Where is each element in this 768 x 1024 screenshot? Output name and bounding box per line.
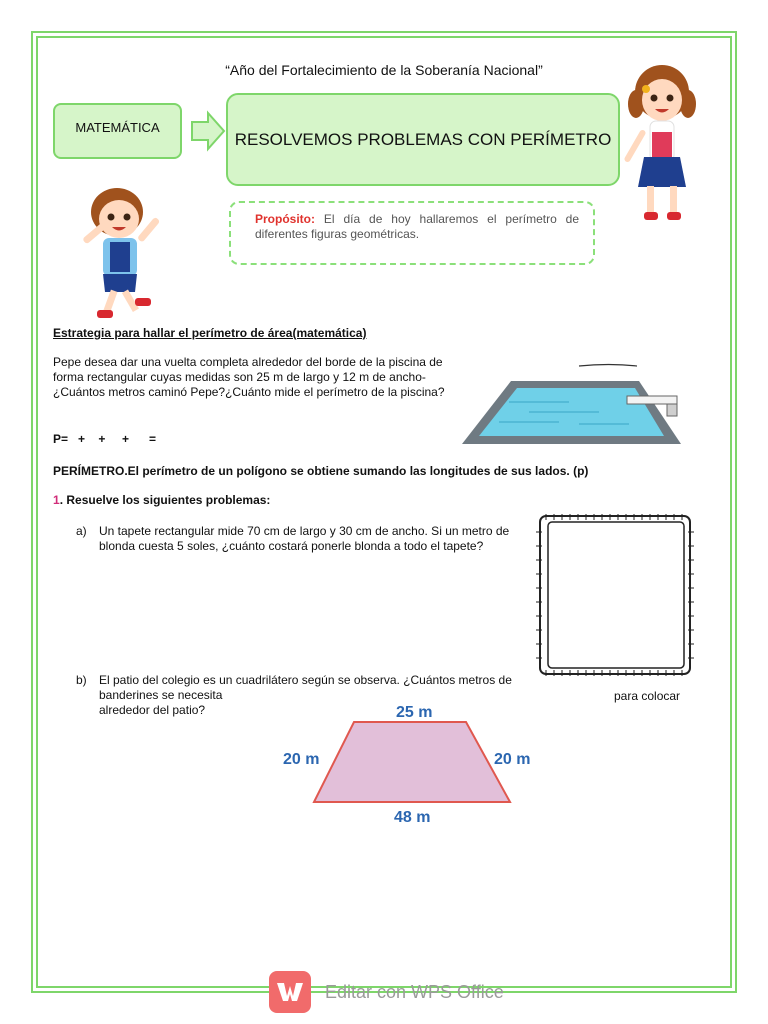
wps-watermark-text: Editar con WPS Office [325, 981, 504, 1002]
question-a-letter: a) [76, 524, 87, 538]
purpose-label: Propósito: [255, 212, 315, 226]
wps-watermark[interactable] [269, 970, 504, 1014]
question-a-text: Un tapete rectangular mide 70 cm de largo y 30 cm de ancho. Si un metro de blonda cuesta 5 soles, ¿cuánto costará ponerle blonda a todo el tapete? [99, 524, 510, 553]
question-b-text: El patio del colegio es un cuadrilátero según se observa. ¿Cuántos metros de banderines se necesita [99, 673, 512, 702]
question-b-letter: b) [76, 673, 87, 687]
rug-illustration [536, 512, 694, 678]
problem-intro: Pepe desea dar una vuelta completa alrededor del borde de la piscina de forma rectangular cuyas medidas son 25 m de largo y 12 m de ancho-¿Cuántos metros caminó Pepe?¿Cuánto mide el perímetro de la piscina? [53, 355, 445, 399]
boy-illustration [77, 186, 169, 326]
page-title: RESOLVEMOS PROBLEMAS CON PERÍMETRO [226, 93, 620, 186]
task-number: 1 [53, 493, 60, 507]
arrow-right-icon [190, 110, 226, 152]
header-quote: “Año del Fortalecimiento de la Soberanía Nacional” [225, 62, 543, 78]
pool-illustration [459, 360, 684, 448]
purpose-text: El día de hoy hallaremos el perímetro de diferentes figuras geométricas. [255, 212, 579, 241]
question-b-extra: para colocar [614, 689, 681, 703]
task-text: . Resuelve los siguientes problemas: [59, 493, 271, 507]
question-b-text-2: alrededor del patio? [99, 703, 206, 717]
task-heading [53, 493, 270, 507]
perimeter-definition: PERÍMETRO.El perímetro de un polígono se obtiene sumando las longitudes de sus lados. (p) [53, 464, 589, 478]
wps-logo-icon [269, 971, 311, 1013]
trapezoid-figure [280, 700, 540, 830]
purpose-box [229, 201, 595, 265]
girl-illustration [622, 62, 704, 226]
trapezoid-shape [314, 722, 510, 802]
question-a [76, 524, 516, 554]
subject-box: MATEMÁTICA [53, 103, 182, 159]
trapezoid-left-label: 20 m [283, 751, 320, 768]
strategy-heading: Estrategia para hallar el perímetro de área(matemática) [53, 326, 367, 340]
trapezoid-right-label: 20 m [494, 751, 531, 768]
formula: P= + + + = [53, 432, 157, 446]
trapezoid-top-label: 25 m [396, 704, 433, 721]
trapezoid-bottom-label: 48 m [394, 809, 431, 826]
